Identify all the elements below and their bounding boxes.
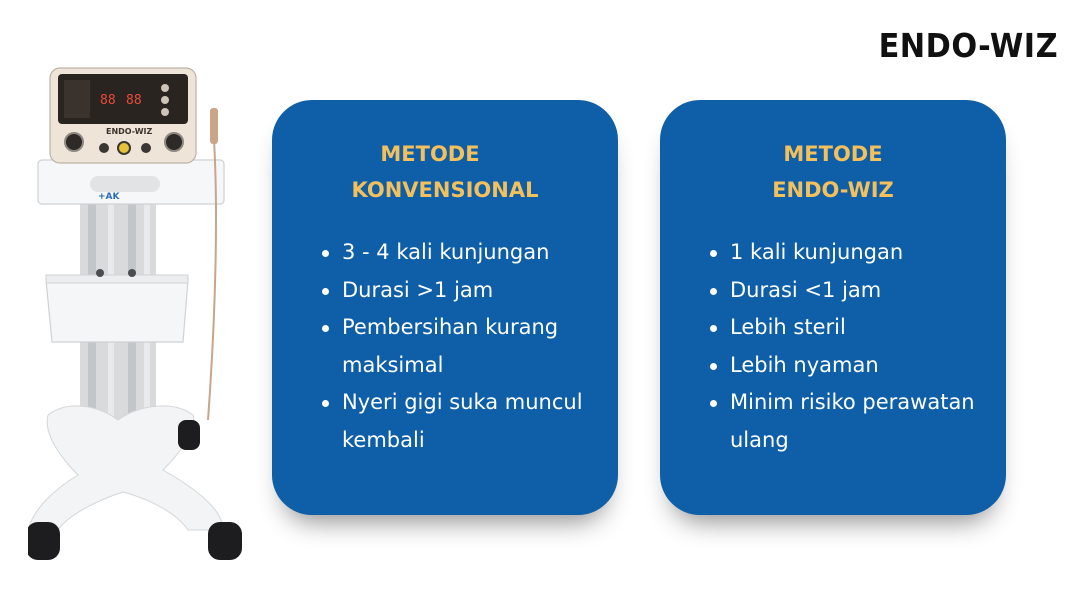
list-item: Lebih steril	[708, 309, 992, 347]
device-readout-left: 88	[100, 93, 116, 108]
endo-wiz-device-image	[28, 60, 258, 580]
brand-logo: ENDO-WIZ	[878, 26, 1058, 65]
list-item: Lebih nyaman	[708, 347, 992, 385]
list-item: Minim risiko perawatan ulang	[708, 384, 992, 459]
conventional-method-list	[320, 234, 604, 459]
card-title-line1: METODE	[783, 142, 883, 166]
list-item: Durasi >1 jam	[320, 272, 604, 310]
list-item: Nyeri gigi suka muncul kembali	[320, 384, 604, 459]
device-label: ENDO-WIZ	[106, 127, 153, 136]
card-title-line2: KONVENSIONAL	[351, 178, 539, 202]
device-logo: +AK	[98, 192, 120, 202]
endo-wiz-method-card	[660, 100, 1006, 515]
list-item: Pembersihan kurang maksimal	[320, 309, 604, 384]
device-readout-right: 88	[126, 93, 142, 108]
conventional-card-title	[272, 136, 618, 208]
list-item: 1 kali kunjungan	[708, 234, 992, 272]
list-item: 3 - 4 kali kunjungan	[320, 234, 604, 272]
conventional-method-card	[272, 100, 618, 515]
list-item: Durasi <1 jam	[708, 272, 992, 310]
endo-wiz-method-list	[708, 234, 992, 459]
card-title-line2: ENDO-WIZ	[772, 178, 894, 202]
card-title-line1: METODE	[380, 142, 480, 166]
endo-wiz-card-title	[660, 136, 1006, 208]
